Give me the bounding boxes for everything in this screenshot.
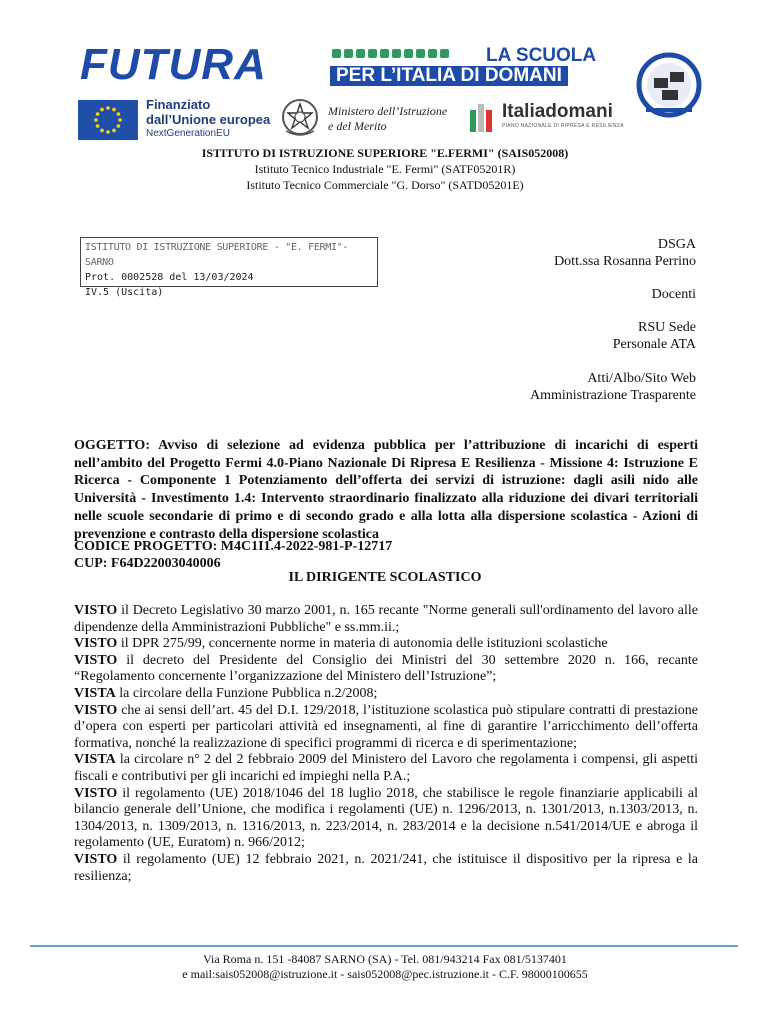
- recipient-rsu-label: RSU Sede: [638, 320, 696, 335]
- protocol-stamp: [80, 237, 378, 298]
- visto-text: il regolamento (UE) 12 febbraio 2021, n. 2021/241, che istituisce il dispositivo per la ripresa e la resilienza;: [74, 851, 698, 884]
- visto-item: [74, 852, 698, 885]
- codice-progetto: CODICE PROGETTO: M4C1I1.4-2022-981-P-12717: [74, 539, 393, 554]
- visto-keyword: VISTO: [74, 702, 118, 718]
- recipient-trasparente-label: Amministrazione Trasparente: [529, 388, 696, 403]
- ministero-logo-text: [328, 104, 447, 134]
- visto-keyword: VISTO: [74, 785, 118, 801]
- ministero-line-1: Ministero dell’Istruzione: [328, 104, 448, 118]
- protocol-class: IV.5 (Uscita): [85, 287, 164, 298]
- footer: [0, 952, 770, 982]
- recipient-dsga-name: Dott.ssa Rosanna Perrino: [554, 254, 696, 269]
- scuola-line-1: LA SCUOLA: [486, 45, 597, 66]
- italiadomani-logo: [502, 101, 624, 129]
- project-codes: [74, 539, 392, 572]
- visto-text: la circolare della Funzione Pubblica n.2/2008;: [115, 685, 378, 701]
- visto-keyword: VISTA: [74, 685, 116, 701]
- institute-line-3: Istituto Tecnico Commerciale "G. Dorso" (SATD05201E): [246, 178, 524, 192]
- recipient-ata-label: Personale ATA: [612, 337, 696, 352]
- recipient-dsga-role: DSGA: [657, 237, 696, 252]
- visto-item: [74, 786, 698, 852]
- school-logo-icon: [634, 50, 704, 120]
- visto-item: [74, 686, 698, 703]
- eu-line-3: NextGenerationEU: [146, 128, 230, 139]
- visto-item: [74, 752, 698, 785]
- futura-logo: FUTURA: [80, 40, 267, 89]
- recipient-docenti: [652, 286, 696, 303]
- footer-contacts: e mail:sais052008@istruzione.it - sais052008@pec.istruzione.it - C.F. 98000100655: [182, 967, 588, 981]
- recipient-dsga: [554, 236, 696, 270]
- institute-header: [0, 146, 770, 193]
- visto-text: che ai sensi dell’art. 45 del D.I. 129/2018, l’istituzione scolastica può stipulare contratti di prestazione d’opera con esperti per particolari attività ed insegnamenti, al fine di garantire l’arricchimento dell’offerta formativa, nonché la realizzazione di specifici programmi di ricerca e di sperimentazione;: [74, 702, 698, 751]
- visto-text: il DPR 275/99, concernente norme in materia di autonomia delle istituzioni scolastiche: [117, 636, 608, 652]
- visto-keyword: VISTA: [74, 752, 116, 768]
- visto-list: [74, 603, 698, 885]
- recipient-rsu: [613, 319, 696, 353]
- eu-flag-icon: [78, 100, 138, 140]
- ministero-line-2: e del Merito: [328, 119, 387, 133]
- visto-text: il Decreto Legislativo 30 marzo 2001, n. 165 recante "Norme generali sull'ordinamento del lavoro alle dipendenze della Amministrazioni Pubbliche" e ss.mm.ii.;: [74, 603, 698, 635]
- institute-name: ISTITUTO DI ISTRUZIONE SUPERIORE "E.FERMI" (SAIS052008): [201, 146, 569, 160]
- italiadomani-sub: PIANO NAZIONALE DI RIPRESA E RESILIENZA: [502, 123, 624, 129]
- scuola-line-2: PER L’ITALIA DI DOMANI: [330, 66, 568, 86]
- protocol-number: Prot. 0002528 del 13/03/2024: [85, 272, 254, 283]
- footer-address: Via Roma n. 151 -84087 SARNO (SA) - Tel. 081/943214 Fax 081/5137401: [203, 952, 567, 966]
- recipient-docenti-label: Docenti: [651, 287, 696, 302]
- visto-item: [74, 653, 698, 686]
- dirigente-heading: IL DIRIGENTE SCOLASTICO: [288, 570, 482, 585]
- oggetto-paragraph: OGGETTO: Avviso di selezione ad evidenza pubblica per l’attribuzione di incarichi di esperti nell’ambito del Progetto Fermi 4.0-Piano Nazionale Di Ripresa E Resilienza - Missione 4: Istruzione E Ricerca - Componente 1 Potenziamento dell’offerta dei servizi di istruzione: dagli asili nido alle Università - Investimento 1.4: Intervento straordinario finalizzato alla riduzione dei divari territoriali nelle scuole secondarie di primo e di secondo grado e alla lotta alla dispersione scolastica - Azioni di prevenzione e contrasto della dispersione scolastica: [74, 438, 698, 542]
- institute-line-2: Istituto Tecnico Industriale "E. Fermi" (SATF05201R): [254, 162, 516, 176]
- scuola-logo: [330, 46, 620, 88]
- protocol-line-1: ISTITUTO DI ISTRUZIONE SUPERIORE - "E. FERMI"-SARNO: [85, 242, 349, 268]
- eu-line-2: dall’Unione europea: [146, 112, 271, 127]
- footer-divider: [30, 945, 738, 947]
- eu-funding-label: [146, 97, 270, 140]
- visto-text: il regolamento (UE) 2018/1046 del 18 luglio 2018, che stabilisce le regole finanziarie applicabili al bilancio generale dell’Unione, che modifica i regolamenti (UE) n. 1296/2013, n. 1301/2013, n.1303/2013, n. 1304/2013, n. 1309/2013, n. 1316/2013, n. 223/2014, n. 283/2014 e la decisione n.541/2014/UE e abroga il regolamento (UE, Euratom) n. 966/2012;: [74, 785, 698, 851]
- visto-keyword: VISTO: [74, 851, 118, 867]
- visto-item: [74, 603, 698, 636]
- visto-text: il decreto del Presidente del Consiglio dei Ministri del 30 settembre 2020 n. 166, recante “Regolamento concernente l’organizzazione del Ministero dell’Istruzione”;: [74, 652, 698, 685]
- italian-republic-emblem-icon: [280, 97, 320, 139]
- recipient-atti-label: Atti/Albo/Sito Web: [587, 371, 696, 386]
- visto-keyword: VISTO: [74, 603, 118, 618]
- cup-code: CUP: F64D22003040006: [74, 555, 221, 571]
- visto-keyword: VISTO: [74, 636, 118, 652]
- recipient-atti: [530, 370, 696, 404]
- visto-text: la circolare n° 2 del 2 febbraio 2009 del Ministero del Lavoro che regolamenta i compensi, gli aspetti fiscali e contributivi per gli incarichi ed impieghi nella P.A.;: [74, 752, 698, 784]
- visto-item: [74, 636, 698, 653]
- visto-item: [74, 703, 698, 753]
- visto-keyword: VISTO: [74, 652, 118, 668]
- eu-line-1: Finanziato: [146, 97, 211, 112]
- italiadomani-mark-icon: [470, 104, 496, 132]
- italiadomani-name: Italiadomani: [502, 101, 613, 122]
